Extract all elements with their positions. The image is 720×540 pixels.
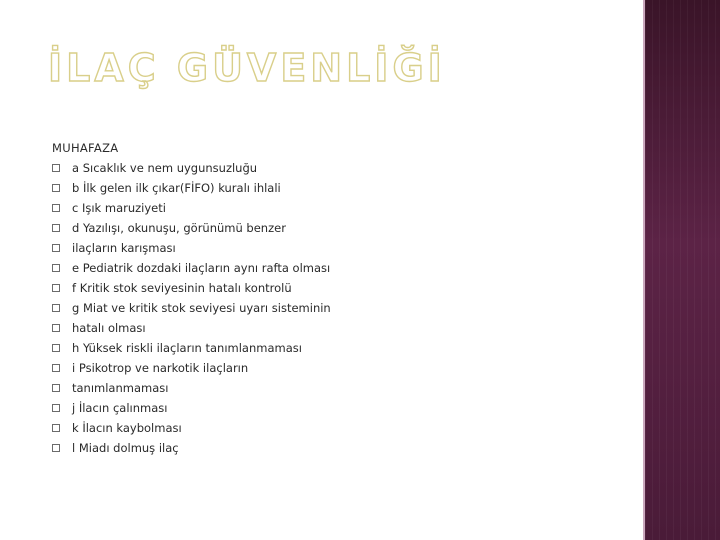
panel-texture [645, 0, 720, 540]
list-item [52, 178, 372, 198]
list-item-text: hatalı olması [72, 321, 146, 335]
square-bullet-icon [52, 244, 60, 252]
square-bullet-icon [52, 324, 60, 332]
square-bullet-icon [52, 264, 60, 272]
list-item-text: e Pediatrik dozdaki ilaçların aynı rafta olması [72, 261, 331, 275]
square-bullet-icon [52, 164, 60, 172]
list-item-text: a Sıcaklık ve nem uygunsuzluğu [72, 161, 258, 175]
list-item [52, 258, 372, 278]
content-area [52, 138, 372, 458]
list-item [52, 378, 372, 398]
square-bullet-icon [52, 284, 60, 292]
list-item-text: f Kritik stok seviyesinin hatalı kontrolü [72, 281, 292, 295]
list-item-text: l Miadı dolmuş ilaç [72, 441, 179, 455]
list-item-text: ilaçların karışması [72, 241, 176, 255]
section-heading: MUHAFAZA [52, 141, 119, 155]
square-bullet-icon [52, 444, 60, 452]
square-bullet-icon [52, 304, 60, 312]
slide-title: İLAÇ GÜVENLİĞİ [48, 46, 446, 90]
list-item [52, 418, 372, 438]
square-bullet-icon [52, 404, 60, 412]
list-item [52, 398, 372, 418]
list-item [52, 238, 372, 258]
decorative-side-panel [643, 0, 720, 540]
square-bullet-icon [52, 204, 60, 212]
list-item [52, 438, 372, 458]
list-item-text: d Yazılışı, okunuşu, görünümü benzer [72, 221, 286, 235]
list-item [52, 278, 372, 298]
list-item-text: j İlacın çalınması [72, 401, 168, 415]
list-item-text: c Işık maruziyeti [72, 201, 166, 215]
list-item [52, 198, 372, 218]
list-item [52, 338, 372, 358]
square-bullet-icon [52, 424, 60, 432]
list-item [52, 318, 372, 338]
list-item-text: g Miat ve kritik stok seviyesi uyarı sisteminin [72, 301, 331, 315]
list-item-text: h Yüksek riskli ilaçların tanımlanmaması [72, 341, 302, 355]
list-item [52, 158, 372, 178]
list-item-text: i Psikotrop ve narkotik ilaçların [72, 361, 249, 375]
list-item-text: tanımlanmaması [72, 381, 169, 395]
list-item [52, 298, 372, 318]
list-item [52, 358, 372, 378]
square-bullet-icon [52, 384, 60, 392]
square-bullet-icon [52, 184, 60, 192]
square-bullet-icon [52, 344, 60, 352]
list-item [52, 218, 372, 238]
square-bullet-icon [52, 364, 60, 372]
list-item-text: k İlacın kaybolması [72, 421, 182, 435]
square-bullet-icon [52, 224, 60, 232]
list-item-text: b İlk gelen ilk çıkar(FİFO) kuralı ihlali [72, 181, 281, 195]
